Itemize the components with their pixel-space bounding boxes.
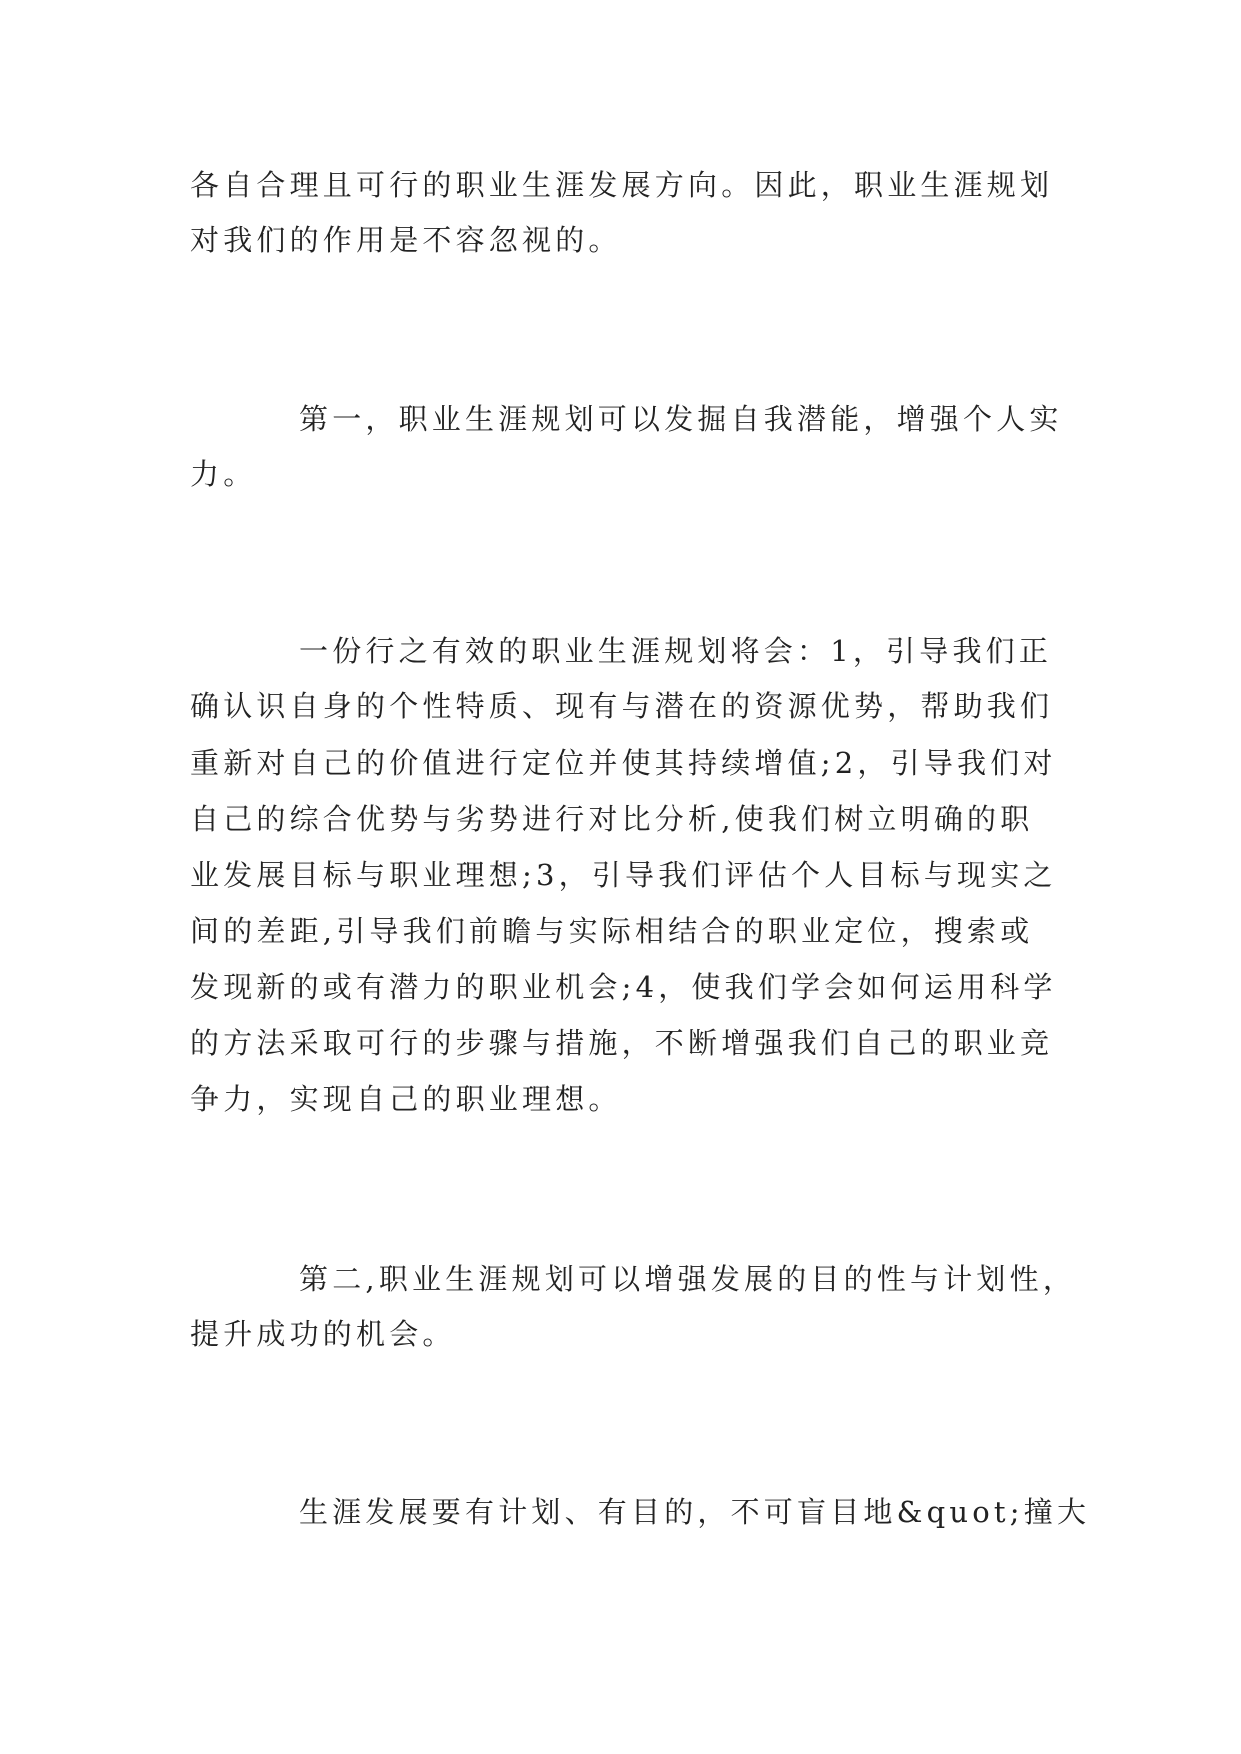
text-line: 发现新的或有潜力的职业机会;4，使我们学会如何运用科学: [190, 970, 1057, 1004]
text-line: 重新对自己的价值进行定位并使其持续增值;2，引导我们对: [190, 746, 1057, 780]
text-line: 力。: [190, 457, 257, 491]
text-line: 一份行之有效的职业生涯规划将会：1，引导我们正: [299, 634, 1053, 668]
text-line: 争力，实现自己的职业理想。: [190, 1082, 622, 1116]
text-line: 第二,职业生涯规划可以增强发展的目的性与计划性，: [299, 1262, 1077, 1296]
text-line: 第一，职业生涯规划可以发掘自我潜能，增强个人实: [299, 402, 1063, 436]
text-line: 提升成功的机会。: [190, 1317, 456, 1351]
text-line: 生涯发展要有计划、有目的，不可盲目地&quot;撞大: [299, 1495, 1091, 1529]
text-line: 确认识自身的个性特质、现有与潜在的资源优势，帮助我们: [190, 689, 1054, 723]
text-line: 的方法采取可行的步骤与措施，不断增强我们自己的职业竞: [190, 1026, 1054, 1060]
text-line: 对我们的作用是不容忽视的。: [190, 223, 622, 257]
text-line: 业发展目标与职业理想;3，引导我们评估个人目标与现实之: [190, 858, 1057, 892]
text-line: 间的差距,引导我们前瞻与实际相结合的职业定位，搜索或: [190, 914, 1034, 948]
text-line: 自己的综合优势与劣势进行对比分析,使我们树立明确的职: [190, 802, 1034, 836]
text-line: 各自合理且可行的职业生涯发展方向。因此，职业生涯规划: [190, 168, 1054, 202]
